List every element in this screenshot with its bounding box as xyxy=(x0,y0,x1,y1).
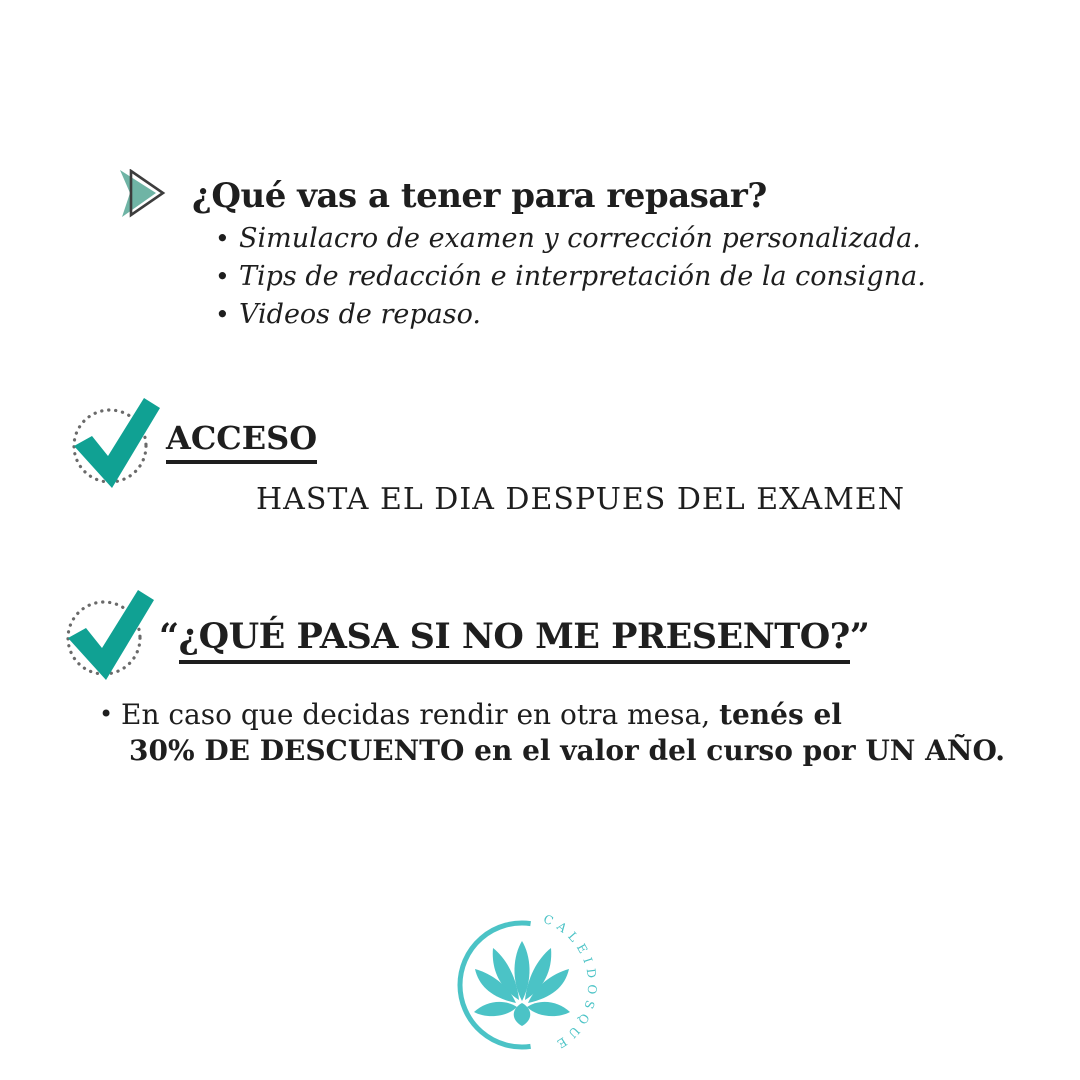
open-quote: “ xyxy=(159,616,179,657)
promo-text-normal: En caso que decidas rendir en otra mesa, xyxy=(121,698,720,731)
check-icon xyxy=(64,586,160,682)
no-show-title-text: ¿QUÉ PASA SI NO ME PRESENTO? xyxy=(179,616,850,664)
intro-bullet-list xyxy=(215,220,935,334)
intro-title: ¿Qué vas a tener para repasar? xyxy=(192,176,767,216)
intro-bullet-item: • Simulacro de examen y corrección personalizada. xyxy=(215,220,935,258)
arrow-icon xyxy=(117,169,167,219)
no-show-title xyxy=(159,616,869,664)
promo-text-bold: tenés el xyxy=(719,698,842,731)
lotus-logo-icon xyxy=(427,895,627,1080)
intro-bullet-item: • Videos de repaso. xyxy=(215,296,935,334)
check-icon xyxy=(70,394,166,490)
promo-text-bold-line2: 30% DE DESCUENTO en el valor del curso por UN AÑO. xyxy=(129,734,1005,767)
brand-name: CALEIDOSQUE xyxy=(541,911,600,1054)
close-quote: ” xyxy=(849,616,870,657)
access-title xyxy=(166,419,317,464)
lotus-flower xyxy=(474,941,570,1026)
no-show-bullet-item xyxy=(99,697,1005,769)
intro-bullet-item: • Tips de redacción e interpretación de la consigna. xyxy=(215,258,935,296)
access-subtitle: HASTA EL DIA DESPUES DEL EXAMEN xyxy=(256,482,905,517)
access-title-text: ACCESO xyxy=(166,419,317,464)
brand-logo xyxy=(427,895,627,1080)
no-show-bullet-list xyxy=(99,697,1005,769)
